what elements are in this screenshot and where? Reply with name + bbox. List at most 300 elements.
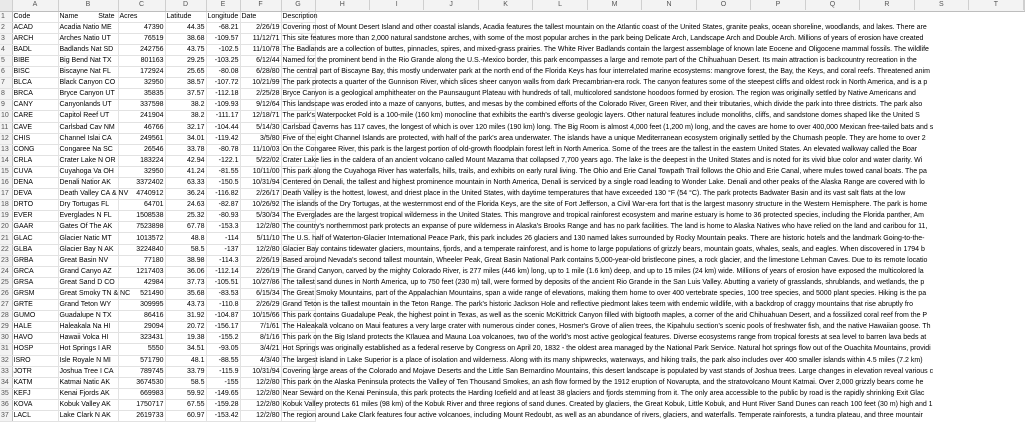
acres-cell[interactable]: 3224840 (118, 244, 165, 255)
latitude-cell[interactable]: 38.98 (165, 255, 206, 266)
longitude-cell[interactable]: -102.5 (206, 44, 240, 55)
latitude-cell[interactable]: 43.73 (165, 300, 206, 311)
code-cell[interactable]: ACAD (12, 22, 58, 33)
description-cell[interactable]: The Everglades are the largest tropical wilderness in the United States. This mangrove and tropical rainforest ecosystem and marine estuary is home to 36 protected species, including the Florida panther, Am (281, 211, 315, 222)
latitude-cell[interactable]: 67.78 (165, 222, 206, 233)
longitude-cell[interactable]: -137 (206, 244, 240, 255)
header-latitude-cell[interactable]: Latitude (165, 11, 206, 22)
row-number: 20 (0, 222, 12, 233)
name-cell[interactable]: Biscayne Nat FL (58, 67, 118, 78)
longitude-cell[interactable]: -93.05 (206, 344, 240, 355)
acres-cell[interactable]: 242756 (118, 44, 165, 55)
acres-cell[interactable]: 32950 (118, 166, 165, 177)
longitude-cell[interactable]: -104.87 (206, 311, 240, 322)
longitude-cell[interactable]: -109.93 (206, 100, 240, 111)
description-cell[interactable]: The Great Smoky Mountains, part of the Appalachian Mountains, span a wide range of elevations, making them home to over 400 vertebrate species, 100 tree species, and 5000 plant species. Hiking is the pa (281, 288, 315, 299)
column-header-r[interactable]: R (860, 0, 914, 10)
column-header-i[interactable]: I (370, 0, 424, 10)
date-cell[interactable]: 8/1/16 (240, 333, 281, 344)
date-cell[interactable]: 5/22/02 (240, 155, 281, 166)
acres-cell[interactable]: 26546 (118, 144, 165, 155)
latitude-cell[interactable]: 25.65 (165, 67, 206, 78)
header-name-state-cell[interactable] (58, 11, 118, 22)
column-header-k[interactable]: K (479, 0, 533, 10)
date-cell[interactable]: 9/12/64 (240, 100, 281, 111)
code-cell[interactable]: JOTR (12, 366, 58, 377)
latitude-cell[interactable]: 67.55 (165, 399, 206, 410)
longitude-cell[interactable]: -149.65 (206, 388, 240, 399)
latitude-cell[interactable]: 58.5 (165, 377, 206, 388)
acres-cell[interactable]: 42984 (118, 277, 165, 288)
date-cell[interactable]: 6/28/80 (240, 67, 281, 78)
description-cell[interactable]: The tallest sand dunes in North America, up to 750 feet (230 m) tall, were formed by deposits of the ancient Rio Grande in the San Luis Valley. Abutting a variety of grasslands, shrublands, and wetlands, the p (281, 277, 315, 288)
acres-cell[interactable]: 1217403 (118, 266, 165, 277)
longitude-cell[interactable]: -153.42 (206, 410, 240, 421)
description-cell[interactable]: This park on the Alaska Peninsula protects the Valley of Ten Thousand Smokes, an ash flow formed by the 1912 eruption of Novarupta, and the stratovolcano Mount Katmai. Over 2,000 grizzly bears come he (281, 377, 315, 388)
latitude-cell[interactable]: 37.73 (165, 277, 206, 288)
description-cell[interactable]: The Haleakalā volcano on Maui features a very large crater with numerous cinder cones, Hosmer's Grove of alien trees, the Kipahulu section's scenic pools of freshwater fish, and the native Hawaiian goose. Th (281, 322, 315, 333)
acres-cell[interactable]: 1013572 (118, 233, 165, 244)
name-cell[interactable]: Hawaii Volca HI (58, 333, 118, 344)
name-cell[interactable]: Congaree Na SC (58, 144, 118, 155)
code-cell[interactable]: DRTO (12, 200, 58, 211)
code-cell[interactable]: KOVA (12, 399, 58, 410)
code-cell[interactable]: BIBE (12, 55, 58, 66)
description-cell[interactable]: Grand Teton is the tallest mountain in the Teton Range. The park's historic Jackson Hole and reflective piedmont lakes teem with endemic wildlife, with a backdrop of craggy mountains that rise abruptly fro (281, 300, 315, 311)
latitude-cell[interactable]: 29.25 (165, 55, 206, 66)
code-cell[interactable]: EVER (12, 211, 58, 222)
latitude-cell[interactable]: 19.38 (165, 333, 206, 344)
date-cell[interactable]: 10/15/66 (240, 311, 281, 322)
latitude-cell[interactable]: 58.5 (165, 244, 206, 255)
description-cell[interactable]: This park contains Guadalupe Peak, the highest point in Texas, as well as the scenic McKittrick Canyon filled with bigtooth maples, a corner of the arid Chihuahuan Desert, and a fossilized coral reef from the P (281, 311, 315, 322)
longitude-cell[interactable]: -122.1 (206, 155, 240, 166)
row-number: 23 (0, 255, 12, 266)
acres-cell[interactable]: 309995 (118, 300, 165, 311)
date-cell[interactable]: 12/2/80 (240, 410, 281, 421)
date-cell[interactable]: 10/11/00 (240, 166, 281, 177)
latitude-cell[interactable]: 33.79 (165, 366, 206, 377)
acres-cell[interactable]: 669983 (118, 388, 165, 399)
acres-cell[interactable]: 172924 (118, 67, 165, 78)
date-cell[interactable]: 12/2/80 (240, 399, 281, 410)
date-cell[interactable]: 12/18/71 (240, 111, 281, 122)
name-cell[interactable]: Bryce Canyon UT (58, 89, 118, 100)
name-cell[interactable]: Badlands Nat SD (58, 44, 118, 55)
name-cell[interactable]: Gates Of The AK (58, 222, 118, 233)
description-cell[interactable]: Based around Nevada's second tallest mountain, Wheeler Peak, Great Basin National Park contains 5,000-year-old bristlecone pines, a rock glacier, and the limestone Lehman Caves. Due to its remote locatio (281, 255, 315, 266)
table-row (0, 222, 1024, 233)
acres-cell[interactable]: 46766 (118, 122, 165, 133)
longitude-cell[interactable]: -82.87 (206, 200, 240, 211)
name-cell[interactable]: Everglades N FL (58, 211, 118, 222)
description-cell[interactable]: The region around Lake Clark features four active volcanoes, including Mount Redoubt, as well as an abundance of rivers, glaciers, and waterfalls. Temperate rainforests, a tundra plateau, and three mountair (281, 410, 315, 421)
longitude-cell[interactable]: -156.17 (206, 322, 240, 333)
code-cell[interactable]: GRSA (12, 277, 58, 288)
name-cell[interactable]: Kenai Fjords AK (58, 388, 118, 399)
name-cell[interactable]: Glacier Natic MT (58, 233, 118, 244)
column-header-o[interactable]: O (697, 0, 751, 10)
code-cell[interactable]: CHIS (12, 133, 58, 144)
acres-cell[interactable]: 323431 (118, 333, 165, 344)
description-cell[interactable]: The country's northernmost park protects an expanse of pure wilderness in Alaska's Brooks Range and has no park facilities. The land is home to Alaska Natives who have relied on the land and caribou for 11, (281, 222, 315, 233)
date-cell[interactable]: 6/12/44 (240, 55, 281, 66)
date-cell[interactable]: 12/2/80 (240, 388, 281, 399)
longitude-cell[interactable]: -107.72 (206, 78, 240, 89)
name-cell[interactable]: Big Bend Nat TX (58, 55, 118, 66)
code-cell[interactable]: CUVA (12, 166, 58, 177)
latitude-cell[interactable]: 33.78 (165, 144, 206, 155)
table-row (0, 133, 1024, 144)
acres-cell[interactable]: 2619733 (118, 410, 165, 421)
table-row (0, 333, 1024, 344)
column-header-n[interactable]: N (642, 0, 696, 10)
acres-cell[interactable]: 801163 (118, 55, 165, 66)
row-number: 27 (0, 300, 12, 311)
latitude-cell[interactable]: 38.68 (165, 33, 206, 44)
name-cell[interactable]: Carlsbad Cav NM (58, 122, 118, 133)
code-cell[interactable]: LACL (12, 410, 58, 421)
description-cell[interactable]: Five of the eight Channel Islands are protected, with half of the park's area underwater. The islands have a unique Mediterranean ecosystem originally settled by the Chumash people. They are home to over 2 (281, 133, 315, 144)
name-cell[interactable]: Black Canyon CO (58, 78, 118, 89)
longitude-cell[interactable]: -104.44 (206, 122, 240, 133)
latitude-cell[interactable]: 44.35 (165, 22, 206, 33)
date-cell[interactable]: 3/4/21 (240, 344, 281, 355)
code-cell[interactable]: GLBA (12, 244, 58, 255)
latitude-cell[interactable]: 48.1 (165, 355, 206, 366)
header-date-cell[interactable]: Date (240, 11, 281, 22)
date-cell[interactable]: 5/30/34 (240, 211, 281, 222)
latitude-cell[interactable]: 31.92 (165, 311, 206, 322)
longitude-cell[interactable]: -159.28 (206, 399, 240, 410)
table-row (0, 33, 1024, 44)
longitude-cell[interactable]: -80.93 (206, 211, 240, 222)
header-acres-cell[interactable]: Acres (118, 11, 165, 22)
column-header-a[interactable]: A (12, 0, 58, 11)
name-cell[interactable]: Great Smoky TN & NC (58, 288, 118, 299)
date-cell[interactable]: 2/26/19 (240, 22, 281, 33)
name-cell[interactable]: Glacier Bay N AK (58, 244, 118, 255)
date-cell[interactable]: 10/31/94 (240, 366, 281, 377)
header-code-cell[interactable]: Code (12, 11, 58, 22)
name-cell[interactable]: Grand Canyo AZ (58, 266, 118, 277)
latitude-cell[interactable]: 34.01 (165, 133, 206, 144)
acres-cell[interactable]: 249561 (118, 133, 165, 144)
latitude-cell[interactable]: 24.63 (165, 200, 206, 211)
name-cell[interactable]: Denali Natior AK (58, 178, 118, 189)
acres-cell[interactable]: 1750717 (118, 399, 165, 410)
date-cell[interactable]: 12/2/80 (240, 244, 281, 255)
longitude-cell[interactable]: -114.3 (206, 255, 240, 266)
date-cell[interactable]: 10/27/86 (240, 277, 281, 288)
description-cell[interactable]: The islands of the Dry Tortugas, at the westernmost end of the Florida Keys, are the site of Fort Jefferson, a Civil War-era fort that is the largest masonry structure in the Western Hemisphere. The park is home (281, 200, 315, 211)
column-header-f[interactable]: F (240, 0, 281, 11)
description-cell[interactable]: The Badlands are a collection of buttes, pinnacles, spires, and mixed-grass prairies. The White River Badlands contain the largest assemblage of known late Eocene and Oligocene mammal fossils. The wildlife (281, 44, 315, 55)
description-cell[interactable]: The park protects a quarter of the Gunnison River, which slices sheer canyon walls from dark Precambrian-era rock. The canyon features some of the steepest cliffs and oldest rock in North America, and is a p (281, 78, 315, 89)
name-cell[interactable]: Great Basin NV (58, 255, 118, 266)
description-cell[interactable]: Centered on Denali, the tallest and highest prominence mountain in North America, Denali is serviced by a single road leading to Wonder Lake. Denali and other peaks of the Alaska Range are covered with lo (281, 178, 315, 189)
code-cell[interactable]: GRTE (12, 300, 58, 311)
column-header-d[interactable]: D (165, 0, 206, 11)
code-cell[interactable]: DENA (12, 178, 58, 189)
date-cell[interactable]: 2/25/28 (240, 89, 281, 100)
code-cell[interactable]: CONG (12, 144, 58, 155)
longitude-cell[interactable]: -153.3 (206, 222, 240, 233)
name-cell[interactable]: Dry Tortugas FL (58, 200, 118, 211)
table-row (0, 288, 1024, 299)
name-cell[interactable]: Cuyahoga Va OH (58, 166, 118, 177)
name-cell[interactable]: Kobuk Valley AK (58, 399, 118, 410)
code-cell[interactable]: CAVE (12, 122, 58, 133)
name-cell[interactable]: Great Sand D CO (58, 277, 118, 288)
latitude-cell[interactable]: 34.51 (165, 344, 206, 355)
row-number: 34 (0, 377, 12, 388)
acres-cell[interactable]: 64701 (118, 200, 165, 211)
column-header-q[interactable]: Q (806, 0, 860, 10)
row-number: 16 (0, 178, 12, 189)
code-cell[interactable]: BISC (12, 67, 58, 78)
date-cell[interactable]: 5/14/30 (240, 122, 281, 133)
column-header-g[interactable]: G (281, 0, 315, 11)
longitude-cell[interactable]: -115.9 (206, 366, 240, 377)
description-cell[interactable]: Bryce Canyon is a geological amphitheater on the Paunsaugunt Plateau with hundreds of tall, multicolored sandstone hoodoos formed by erosion. The region was originally settled by Native Americans and (281, 89, 315, 100)
table-row (0, 255, 1024, 266)
date-cell[interactable]: 3/5/80 (240, 133, 281, 144)
latitude-cell[interactable]: 20.72 (165, 322, 206, 333)
code-cell[interactable]: GRCA (12, 266, 58, 277)
description-cell[interactable]: This site features more than 2,000 natural sandstone arches, with some of the most popular arches in the park being Delicate Arch, Landscape Arch and Double Arch. Millions of years of erosion have created (281, 33, 315, 44)
date-cell[interactable]: 10/21/99 (240, 78, 281, 89)
name-cell[interactable]: Death Valley CA & NV (58, 189, 118, 200)
description-cell[interactable]: The central part of Biscayne Bay, this mostly underwater park at the north end of the Florida Keys has four interrelated marine ecosystems: mangrove forest, the Bay, the Keys, and coral reefs. Threatened anim (281, 67, 315, 78)
column-header-p[interactable]: P (751, 0, 805, 10)
longitude-cell[interactable]: -103.25 (206, 55, 240, 66)
acres-cell[interactable]: 86416 (118, 311, 165, 322)
table-row (0, 366, 1024, 377)
date-cell[interactable]: 11/10/78 (240, 44, 281, 55)
code-cell[interactable]: HAVO (12, 333, 58, 344)
latitude-cell[interactable]: 36.06 (165, 266, 206, 277)
longitude-cell[interactable]: -119.42 (206, 133, 240, 144)
row-number: 4 (0, 44, 12, 55)
description-cell[interactable]: The largest island in Lake Superior is a place of isolation and wilderness. Along with its many shipwrecks, waterways, and hiking trails, the park also includes over 400 smaller islands within 4.5 miles (7.2 km) (281, 355, 315, 366)
date-cell[interactable]: 4/3/40 (240, 355, 281, 366)
acres-cell[interactable]: 77180 (118, 255, 165, 266)
code-cell[interactable]: CARE (12, 111, 58, 122)
latitude-cell[interactable]: 38.57 (165, 78, 206, 89)
name-cell[interactable]: Canyonlands UT (58, 100, 118, 111)
date-cell[interactable]: 2/26/17 (240, 189, 281, 200)
code-cell[interactable]: GLAC (12, 233, 58, 244)
description-cell[interactable]: Covering large areas of the Colorado and Mojave Deserts and the Little San Bernardino Mountains, this desert landscape is populated by vast stands of Joshua trees. Large changes in elevation reveal various c (281, 366, 315, 377)
code-cell[interactable]: GUMO (12, 311, 58, 322)
code-cell[interactable]: CRLA (12, 155, 58, 166)
code-cell[interactable]: GRBA (12, 255, 58, 266)
longitude-cell[interactable]: -110.8 (206, 300, 240, 311)
description-cell[interactable]: On the Congaree River, this park is the largest portion of old-growth floodplain forest left in North America. Some of the trees are the tallest in the eastern United States. An elevated walkway called the Boar (281, 144, 315, 155)
acres-cell[interactable]: 3674530 (118, 377, 165, 388)
latitude-cell[interactable]: 36.24 (165, 189, 206, 200)
acres-cell[interactable]: 35835 (118, 89, 165, 100)
column-header-s[interactable]: S (915, 0, 969, 10)
longitude-cell[interactable]: -150.5 (206, 178, 240, 189)
name-cell[interactable]: Katmai Natic AK (58, 377, 118, 388)
longitude-cell[interactable]: -105.51 (206, 277, 240, 288)
row-number: 25 (0, 277, 12, 288)
latitude-cell[interactable]: 38.2 (165, 100, 206, 111)
column-header-e[interactable]: E (206, 0, 240, 11)
description-cell[interactable]: Glacier Bay contains tidewater glaciers, mountains, fjords, and a temperate rainforest, and is home to large populations of grizzly bears, mountain goats, whales, seals, and eagles. When discovered in 1794 b (281, 244, 315, 255)
code-cell[interactable]: BLCA (12, 78, 58, 89)
table-row (0, 22, 1024, 33)
name-cell[interactable]: Arches Natio UT (58, 33, 118, 44)
acres-cell[interactable]: 47390 (118, 22, 165, 33)
table-row (0, 211, 1024, 222)
description-cell[interactable]: Hot Springs was originally established as a federal reserve by Congress on April 20, 1832 - the oldest area managed by the National Park Service. Natural hot springs flow out of the Ouachita Mountains, providi (281, 344, 315, 355)
latitude-cell[interactable]: 38.2 (165, 111, 206, 122)
name-cell[interactable]: Haleakala Na HI (58, 322, 118, 333)
latitude-cell[interactable]: 37.57 (165, 89, 206, 100)
date-cell[interactable]: 10/26/92 (240, 200, 281, 211)
column-header-c[interactable]: C (118, 0, 165, 11)
code-cell[interactable]: BRCA (12, 89, 58, 100)
acres-cell[interactable]: 3372402 (118, 178, 165, 189)
header-longitude-cell[interactable]: Longitude (206, 11, 240, 22)
acres-cell[interactable]: 32950 (118, 78, 165, 89)
name-cell[interactable]: Capitol Reef UT (58, 111, 118, 122)
description-cell[interactable]: Crater Lake lies in the caldera of an ancient volcano called Mount Mazama that collapsed 7,700 years ago. The lake is the deepest in the United States and is noted for its vivid blue color and water clarity. Wi (281, 155, 315, 166)
acres-cell[interactable]: 789745 (118, 366, 165, 377)
code-cell[interactable]: BADL (12, 44, 58, 55)
description-cell[interactable]: The Grand Canyon, carved by the mighty Colorado River, is 277 miles (446 km) long, up to 1 mile (1.6 km) deep, and up to 15 miles (24 km) wide. Millions of years of erosion have exposed the multicolored la (281, 266, 315, 277)
longitude-cell[interactable]: -83.53 (206, 288, 240, 299)
longitude-cell[interactable]: -155.2 (206, 333, 240, 344)
latitude-cell[interactable]: 32.17 (165, 122, 206, 133)
longitude-cell[interactable]: -109.57 (206, 33, 240, 44)
acres-cell[interactable]: 1508538 (118, 211, 165, 222)
date-cell[interactable]: 10/31/94 (240, 178, 281, 189)
longitude-cell[interactable]: -116.82 (206, 189, 240, 200)
description-cell[interactable]: Near Seward on the Kenai Peninsula, this park protects the Harding Icefield and at least 38 glaciers and fjords stemming from it. The only area accessible to the public by road is the rapidly shrinking Exit Glac (281, 388, 315, 399)
date-cell[interactable]: 2/26/19 (240, 255, 281, 266)
latitude-cell[interactable]: 48.8 (165, 233, 206, 244)
code-cell[interactable]: ISRO (12, 355, 58, 366)
column-header-h-to-t[interactable] (315, 0, 1024, 11)
acres-cell[interactable]: 337598 (118, 100, 165, 111)
acres-cell[interactable]: 4740912 (118, 189, 165, 200)
date-cell[interactable]: 11/10/03 (240, 144, 281, 155)
longitude-cell[interactable]: -155 (206, 377, 240, 388)
acres-cell[interactable]: 29094 (118, 322, 165, 333)
description-cell[interactable]: The U.S. half of Waterton-Glacier International Peace Park, this park includes 26 glaciers and 130 named lakes surrounded by Rocky Mountain peaks. There are historic hotels and the landmark Going-to-the- (281, 233, 315, 244)
acres-cell[interactable]: 241904 (118, 111, 165, 122)
description-cell[interactable]: This park on the Big Island protects the Kīlauea and Mauna Loa volcanoes, two of the world's most active geological features. Diverse ecosystems range from tropical forests at sea level to barren lava beds at (281, 333, 315, 344)
date-cell[interactable]: 2/26/19 (240, 266, 281, 277)
header-description-cell[interactable]: Description (281, 11, 315, 22)
longitude-cell[interactable]: -114 (206, 233, 240, 244)
description-cell[interactable]: Carlsbad Caverns has 117 caves, the longest of which is over 120 miles (190 km) long. The Big Room is almost 4,000 feet (1,200 m) long, and the caves are home to over 400,000 Mexican free-tailed bats and s (281, 122, 315, 133)
table-row (0, 44, 1024, 55)
name-cell[interactable]: Acadia Natio ME (58, 22, 118, 33)
longitude-cell[interactable]: -68.21 (206, 22, 240, 33)
code-cell[interactable]: HALE (12, 322, 58, 333)
latitude-cell[interactable]: 63.33 (165, 178, 206, 189)
latitude-cell[interactable]: 25.32 (165, 211, 206, 222)
code-cell[interactable]: KEFJ (12, 388, 58, 399)
date-cell[interactable]: 11/12/71 (240, 33, 281, 44)
date-cell[interactable]: 2/26/29 (240, 300, 281, 311)
code-cell[interactable]: CANY (12, 100, 58, 111)
acres-cell[interactable]: 571790 (118, 355, 165, 366)
latitude-cell[interactable]: 43.75 (165, 44, 206, 55)
date-cell[interactable]: 12/2/80 (240, 222, 281, 233)
acres-cell[interactable]: 521490 (118, 288, 165, 299)
column-header-t[interactable]: T (969, 0, 1023, 10)
description-cell[interactable]: The park's Waterpocket Fold is a 100-mile (160 km) monocline that exhibits the earth's diverse geologic layers. Other natural features include monoliths, cliffs, and sandstone domes shaped like the United S (281, 111, 315, 122)
code-cell[interactable]: ARCH (12, 33, 58, 44)
column-header-b[interactable]: B (58, 0, 118, 11)
name-cell[interactable]: Guadalupe N TX (58, 311, 118, 322)
latitude-cell[interactable]: 35.68 (165, 288, 206, 299)
column-header-l[interactable]: L (533, 0, 587, 10)
code-cell[interactable]: HOSP (12, 344, 58, 355)
latitude-cell[interactable]: 60.97 (165, 410, 206, 421)
table-row (0, 388, 1024, 399)
date-cell[interactable]: 12/2/80 (240, 377, 281, 388)
acres-cell[interactable]: 7523898 (118, 222, 165, 233)
description-cell[interactable]: Covering most of Mount Desert Island and other coastal islands, Acadia features the tallest mountain on the Atlantic coast of the United States, granite peaks, ocean shoreline, woodlands, and lakes. There are (281, 22, 315, 33)
latitude-cell[interactable]: 59.92 (165, 388, 206, 399)
acres-cell[interactable]: 76519 (118, 33, 165, 44)
acres-cell[interactable]: 183224 (118, 155, 165, 166)
longitude-cell[interactable]: -80.78 (206, 144, 240, 155)
longitude-cell[interactable]: -81.55 (206, 166, 240, 177)
date-cell[interactable]: 7/1/61 (240, 322, 281, 333)
code-cell[interactable]: KATM (12, 377, 58, 388)
name-cell[interactable]: Lake Clark N AK (58, 410, 118, 421)
name-cell[interactable]: Hot Springs I AR (58, 344, 118, 355)
latitude-cell[interactable]: 42.94 (165, 155, 206, 166)
column-header-h[interactable]: H (316, 0, 370, 10)
latitude-cell[interactable]: 41.24 (165, 166, 206, 177)
name-cell[interactable]: Grand Teton WY (58, 300, 118, 311)
longitude-cell[interactable]: -112.14 (206, 266, 240, 277)
name-cell[interactable]: Isle Royale N MI (58, 355, 118, 366)
column-header-m[interactable]: M (588, 0, 642, 10)
longitude-cell[interactable]: -88.55 (206, 355, 240, 366)
longitude-cell[interactable]: -111.17 (206, 111, 240, 122)
longitude-cell[interactable]: -112.18 (206, 89, 240, 100)
row-number: 10 (0, 111, 12, 122)
description-cell[interactable]: Named for the prominent bend in the Rio Grande along the U.S.-Mexico border, this park encompasses a large and remote part of the Chihuahuan Desert. Its main attraction is backcountry recreation in the (281, 55, 315, 66)
code-cell[interactable]: GAAR (12, 222, 58, 233)
description-cell[interactable]: This park along the Cuyahoga River has waterfalls, hills, trails, and exhibits on early rural living. The Ohio and Erie Canal Towpath Trail follows the Ohio and Erie Canal, where mules towed canal boats. The pa (281, 166, 315, 177)
name-cell[interactable]: Crater Lake N OR (58, 155, 118, 166)
code-cell[interactable]: DEVA (12, 189, 58, 200)
name-cell[interactable]: Joshua Tree I CA (58, 366, 118, 377)
date-cell[interactable]: 5/11/10 (240, 233, 281, 244)
description-cell[interactable]: Kobuk Valley protects 61 miles (98 km) of the Kobuk River and three regions of sand dunes. Created by glaciers, the Great Kobuk, Little Kobuk, and Hunt River Sand Dunes can reach 100 feet (30 m) high and 1 (281, 399, 315, 410)
select-all-corner[interactable] (0, 0, 12, 11)
name-cell[interactable]: Channel Islai CA (58, 133, 118, 144)
description-cell[interactable]: This landscape was eroded into a maze of canyons, buttes, and mesas by the combined efforts of the Colorado River, Green River, and their tributaries, which divide the park into three districts. The park also (281, 100, 315, 111)
description-cell[interactable]: Death Valley is the hottest, lowest, and driest place in the United States, with daytime temperatures that have exceeded 130 °F (54 °C). The park protects Badwater Basin and its vast salt flats at the low (281, 189, 315, 200)
acres-cell[interactable]: 5550 (118, 344, 165, 355)
longitude-cell[interactable]: -80.08 (206, 67, 240, 78)
date-cell[interactable]: 6/15/34 (240, 288, 281, 299)
code-cell[interactable]: GRSM (12, 288, 58, 299)
column-header-j[interactable]: J (424, 0, 478, 10)
